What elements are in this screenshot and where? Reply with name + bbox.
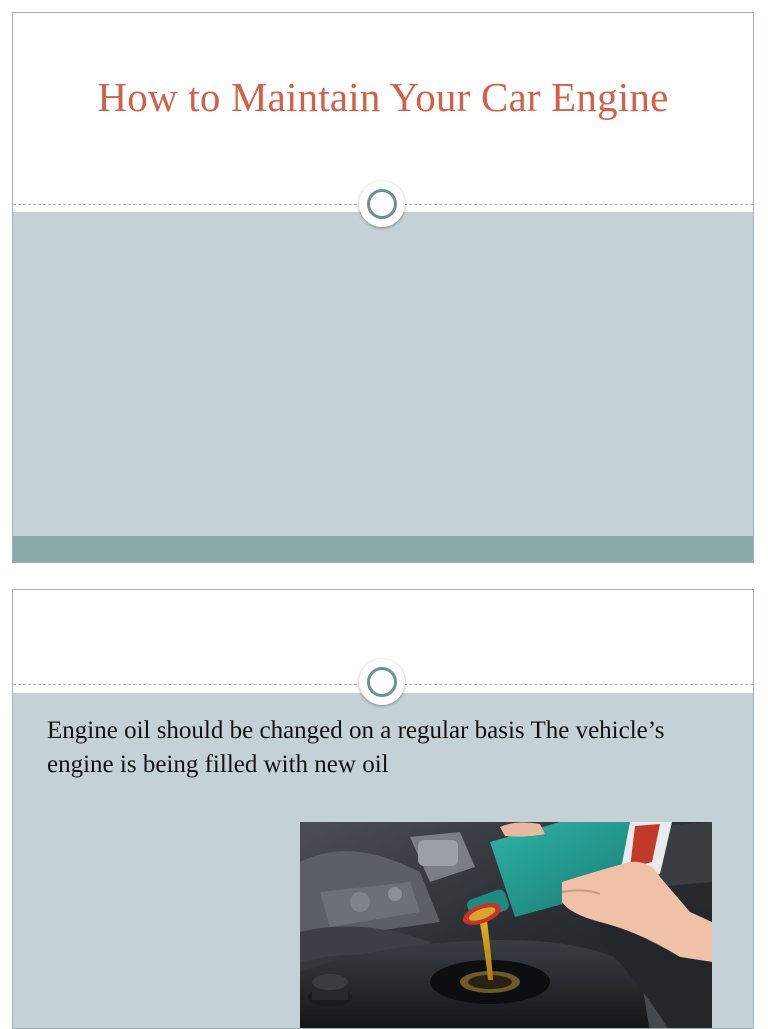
slide-title: How to Maintain Your Car Engine: [97, 74, 669, 120]
content-area: [13, 212, 753, 536]
ring-ornament-icon: [359, 659, 405, 705]
oil-pouring-illustration: [300, 822, 712, 1029]
slide-body-text: Engine oil should be changed on a regular basis The vehicle’s engine is being filled with new oil: [47, 717, 665, 778]
title-area: [13, 13, 753, 205]
ring-ornament-icon: [359, 181, 405, 227]
content-slide: [12, 589, 754, 1029]
oil-change-photo: [300, 822, 712, 1029]
title-slide: [12, 12, 754, 563]
footer-band: [13, 536, 753, 562]
